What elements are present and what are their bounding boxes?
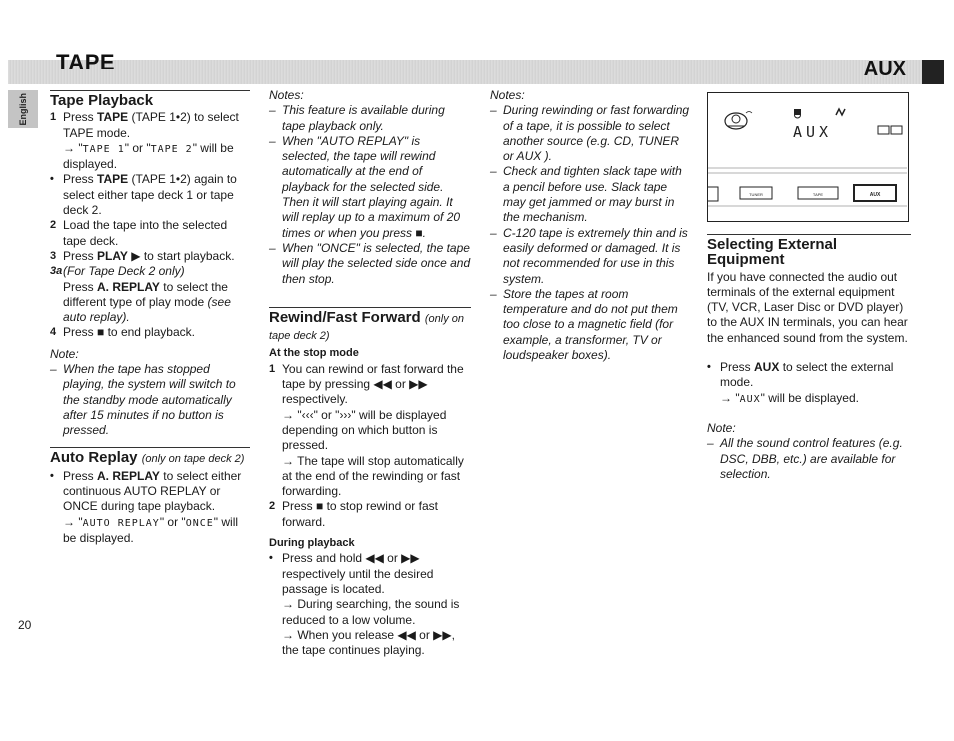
selecting-external-title: Selecting External Equipment — [707, 234, 911, 268]
disc-icon — [725, 112, 752, 130]
aux-body: If you have connected the audio out terminals of the external equipment (TV, VCR, Laser Disc or DVD player) to the AUX IN terminals, you can hear the enhanced sound from the system. — [707, 269, 908, 345]
during-playback-heading: During playback — [269, 537, 355, 550]
step-2: 2 Load the tape into the selected tape deck. — [50, 218, 228, 248]
step-4: 4 Press ■ to end playback. — [50, 325, 195, 340]
language-tab-label: English — [18, 92, 28, 126]
note-item: – Check and tighten slack tape with a pencil before use. Slack tape may get jammed or may burst in the mechanism. — [490, 164, 682, 225]
notes-title: Notes: — [269, 88, 304, 102]
note-item: – C-120 tape is extremely thin and is easily deformed or damaged. It is not recommended for use in this system. — [490, 225, 688, 286]
auto-replay-title: Auto Replay (only on tape deck 2) — [50, 447, 250, 467]
playback-bullet: • Press and hold ◀◀ or ▶▶ respectively until the desired passage is located. — [269, 551, 434, 596]
svg-text:AUX: AUX — [869, 192, 881, 198]
header-end-block — [922, 60, 944, 84]
notes-title: Notes: — [490, 88, 525, 102]
note-item: – Store the tapes at room temperature and do not put them too close to a magnetic field (for example, a transformer, TV or loudspeaker boxes). — [490, 286, 678, 363]
panel-drawing — [708, 93, 907, 220]
rewind-title: Rewind/Fast Forward (only on tape deck 2) — [269, 307, 471, 345]
note-title: Note: — [707, 420, 736, 435]
aux-bullet: • Press AUX to select the external mode. — [707, 360, 894, 390]
step-1: 1 Press TAPE (TAPE 1•2) to select TAPE mode. — [50, 110, 239, 140]
auto-replay-result: → "AUTO REPLAY" or "ONCE" will be displayed. — [63, 514, 239, 546]
step-3a: 3a (For Tape Deck 2 only) — [50, 264, 185, 279]
rewind-step-2: 2 Press ■ to stop rewind or fast forward. — [269, 499, 438, 529]
note-title: Note: — [50, 346, 79, 361]
auto-replay-bullet: • Press A. REPLAY to select either continuous AUTO REPLAY or ONCE during tape playback. — [50, 468, 242, 514]
tape-playback-title: Tape Playback — [50, 90, 250, 108]
rewind-step-1: 1 You can rewind or fast forward the tape by pressing ◀◀ or ▶▶ respectively. — [269, 361, 464, 407]
note-line: – When the tape has stopped playing, the system will switch to the standby mode automatically after 15 minutes if no button is pressed. — [50, 362, 236, 438]
step-3a-detail: Press A. REPLAY to select the different type of play mode (see auto replay). — [63, 279, 231, 325]
device-panel-illustration — [707, 92, 909, 222]
step-1-bullet: • Press TAPE (TAPE 1•2) again to select either tape deck 1 or tape deck 2. — [50, 172, 237, 218]
column-rewind — [269, 88, 471, 658]
rewind-step-1-result: → The tape will stop automatically at the end of the rewinding or fast forwarding. — [282, 453, 464, 499]
rewind-step-1-result: → "‹‹‹" or "›››" will be displayed depending on which button is pressed. — [282, 407, 447, 453]
note-line: – All the sound control features (e.g. DSC, DBB, etc.) are available for selection. — [707, 436, 903, 481]
playback-result: → During searching, the sound is reduced to a low volume. — [282, 597, 460, 627]
column-aux — [707, 234, 911, 482]
language-tab — [8, 90, 38, 128]
section-title-tape: TAPE — [56, 52, 116, 69]
note-item: – During rewinding or fast forwarding of a tape, it is possible to select another source (e.g. CD, TUNER or AUX ). — [490, 103, 690, 164]
step-1-result: → "TAPE 1" or "TAPE 2" will be displayed. — [63, 140, 234, 172]
note-item: – When "AUTO REPLAY" is selected, the tape will rewind automatically at the end of playback for the selected side. Then it will start playing again. It will replay up to a maximum of 20 times or when you press ■. — [269, 133, 461, 240]
panel-display-text: AUX — [793, 123, 833, 141]
note-item: – This feature is available during tape playback only. — [269, 103, 445, 133]
column-tape-playback — [50, 90, 250, 546]
sound-wave-icon — [836, 109, 845, 115]
step-3: 3 Press PLAY ▶ to start playback. — [50, 248, 235, 263]
playback-result: → When you release ◀◀ or ▶▶, the tape continues playing. — [282, 627, 455, 658]
note-item: – When "ONCE" is selected, the tape will play the selected side once and then stop. — [269, 240, 471, 286]
header-bar — [8, 60, 944, 84]
aux-result: → "AUX" will be displayed. — [720, 390, 859, 405]
section-title-aux: AUX — [863, 58, 906, 80]
svg-text:TAPE: TAPE — [812, 192, 824, 197]
stop-mode-heading: At the stop mode — [269, 347, 359, 360]
column-notes — [490, 88, 690, 363]
page-number: 20 — [18, 618, 32, 632]
speaker-icon — [794, 109, 801, 118]
svg-text:TUNER: TUNER — [749, 192, 763, 197]
